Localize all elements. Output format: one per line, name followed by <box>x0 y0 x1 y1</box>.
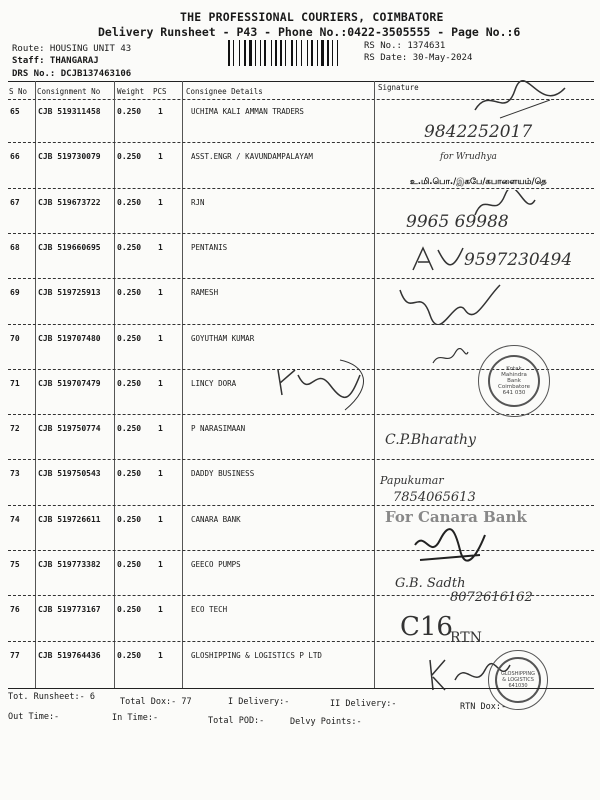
row-weight: 0.250 <box>117 424 142 434</box>
row-weight: 0.250 <box>117 650 142 660</box>
row-divider <box>8 142 594 143</box>
row-pcs: 1 <box>158 107 163 116</box>
row-pcs: 1 <box>158 424 163 434</box>
barcode-bar <box>334 40 336 66</box>
barcode-bar <box>271 40 272 66</box>
tot-runsheet: Tot. Runsheet:- 6 <box>8 692 95 702</box>
barcode-bar <box>298 40 300 66</box>
barcode-bar <box>294 40 295 66</box>
route-label: Route: HOUSING UNIT 43 <box>12 44 132 54</box>
barcode-bar <box>296 40 297 66</box>
consignment-number: CJB 519750774 <box>38 424 101 434</box>
row-weight: 0.250 <box>117 242 142 252</box>
table-row <box>0 462 600 507</box>
signature-scribble <box>270 355 380 415</box>
consignee-name: CANARA BANK <box>191 514 241 524</box>
consignee-name: GLOSHIPPING & LOGISTICS P LTD <box>191 650 322 660</box>
col-pcs: PCS <box>153 87 167 96</box>
signature-scribble <box>395 280 505 325</box>
barcode-bar <box>255 40 256 66</box>
consignee-name: RAMESH <box>191 288 219 298</box>
consignee-name: ASST.ENGR / KAVUNDAMPALAYAM <box>191 152 313 162</box>
barcode-bar <box>303 40 306 66</box>
barcode-bar <box>311 40 313 66</box>
row-sno: 76 <box>10 605 20 615</box>
barcode-bar <box>231 40 232 66</box>
barcode-bar <box>241 40 243 66</box>
barcode-bar <box>287 40 290 66</box>
handwritten-name: Papukumar <box>380 474 444 487</box>
consignment-number: CJB 519707479 <box>38 378 101 388</box>
table-row <box>0 417 600 462</box>
row-weight: 0.250 <box>117 514 142 524</box>
table-row <box>0 598 600 643</box>
row-sno: 69 <box>10 288 20 298</box>
handwritten-phone: 9965 69988 <box>406 212 509 232</box>
company-title: THE PROFESSIONAL COURIERS, COIMBATORE <box>180 10 444 24</box>
barcode-bar <box>325 40 326 66</box>
row-pcs: 1 <box>158 605 163 615</box>
barcode-bar <box>273 40 274 66</box>
row-sno: 70 <box>10 333 20 343</box>
handwritten-signature: G.B. Sadth <box>395 576 466 591</box>
total-dox: Total Dox:- 77 <box>120 697 192 707</box>
tamil-stamp: உ.மி.பொ./இகபே/கபாளையம்/தெ <box>410 177 547 187</box>
barcode-bar <box>285 40 286 66</box>
logistics-stamp: GLOSHIPPING & LOGISTICS 641030 <box>495 657 541 703</box>
staff-label: Staff: THANGARAJ <box>12 56 99 66</box>
row-weight: 0.250 <box>117 605 142 615</box>
row-weight: 0.250 <box>117 288 142 298</box>
row-pcs: 1 <box>158 514 163 524</box>
handwritten-signature: C16 <box>400 612 453 642</box>
signature-scribble <box>410 525 490 565</box>
col-weight: Weight <box>117 87 145 96</box>
row-pcs: 1 <box>158 378 163 388</box>
barcode-bar <box>249 40 252 66</box>
table-row <box>0 281 600 326</box>
row-weight: 0.250 <box>117 560 142 569</box>
barcode-bar <box>278 40 279 66</box>
row-weight: 0.250 <box>117 107 142 116</box>
row-sno: 67 <box>10 197 20 207</box>
handwritten-phone: 7854065613 <box>393 490 476 505</box>
barcode <box>228 40 358 66</box>
row-pcs: 1 <box>158 333 163 343</box>
row-divider <box>8 459 594 460</box>
consignee-name: GEECO PUMPS <box>191 560 241 569</box>
row-weight: 0.250 <box>117 152 142 162</box>
drs-number: DRS No.: DCJB137463106 <box>12 69 132 79</box>
row-sno: 71 <box>10 378 20 388</box>
total-pod: Total POD:- <box>208 716 265 726</box>
consignment-number: CJB 519707480 <box>38 333 101 343</box>
row-divider <box>8 641 594 642</box>
barcode-bar <box>330 40 331 66</box>
row-pcs: 1 <box>158 242 163 252</box>
barcode-bar <box>291 40 293 66</box>
row-weight: 0.250 <box>117 469 142 479</box>
barcode-bar <box>239 40 240 66</box>
col-consignee: Consignee Details <box>186 87 263 96</box>
barcode-bar <box>233 40 234 66</box>
consignee-name: PENTANIS <box>191 242 228 252</box>
table-bottom-rule <box>8 688 594 689</box>
row-sno: 66 <box>10 152 20 162</box>
barcode-bar <box>317 40 318 66</box>
consignment-number: CJB 519730079 <box>38 152 101 162</box>
row-pcs: 1 <box>158 560 163 569</box>
row-pcs: 1 <box>158 152 163 162</box>
barcode-bar <box>321 40 324 66</box>
barcode-bar <box>257 40 259 66</box>
i-delivery: I Delivery:- <box>228 697 290 707</box>
consignee-name: RJN <box>191 197 205 207</box>
row-divider <box>8 550 594 551</box>
runsheet-title: Delivery Runsheet - P43 - Phone No.:0422-3505555 - Page No.:6 <box>98 25 521 39</box>
in-time: In Time:- <box>112 713 159 723</box>
barcode-bar <box>244 40 246 66</box>
barcode-bar <box>314 40 316 66</box>
row-sno: 68 <box>10 242 20 252</box>
row-pcs: 1 <box>158 650 163 660</box>
col-consignment: Consignment No <box>37 87 101 96</box>
barcode-bar <box>247 40 248 66</box>
row-weight: 0.250 <box>117 197 142 207</box>
barcode-bar <box>280 40 282 66</box>
consignment-number: CJB 519764436 <box>38 650 101 660</box>
consignment-number: CJB 519311458 <box>38 107 101 116</box>
row-sno: 65 <box>10 107 20 116</box>
row-sno: 72 <box>10 424 20 434</box>
barcode-bar <box>327 40 329 66</box>
consignment-number: CJB 519773167 <box>38 605 101 615</box>
row-divider <box>8 324 594 325</box>
consignee-name: LINCY DORA <box>191 378 237 388</box>
signature-scribble <box>470 80 570 125</box>
consignment-number: CJB 519750543 <box>38 469 101 479</box>
handwritten-rtn: RTN <box>450 630 482 646</box>
barcode-bar <box>275 40 277 66</box>
consignee-name: DADDY BUSINESS <box>191 469 255 479</box>
out-time: Out Time:- <box>8 712 60 722</box>
row-weight: 0.250 <box>117 378 142 388</box>
row-sno: 73 <box>10 469 20 479</box>
rs-date: RS Date: 30-May-2024 <box>364 53 473 63</box>
row-divider <box>8 278 594 279</box>
row-weight: 0.250 <box>117 333 142 343</box>
barcode-bar <box>301 40 302 66</box>
consignee-name: GOYUTHAM KUMAR <box>191 333 255 343</box>
barcode-bar <box>228 40 230 66</box>
consignment-number: CJB 519660695 <box>38 242 101 252</box>
barcode-bar <box>267 40 270 66</box>
delvy-points: Delvy Points:- <box>290 717 362 727</box>
canara-stamp: For Canara Bank <box>385 508 527 526</box>
signature-scribble <box>430 348 470 368</box>
barcode-bar <box>235 40 238 66</box>
consignee-name: ECO TECH <box>191 605 228 615</box>
row-sno: 74 <box>10 514 20 524</box>
row-pcs: 1 <box>158 288 163 298</box>
col-sno: S No <box>9 87 28 96</box>
row-pcs: 1 <box>158 469 163 479</box>
row-sno: 75 <box>10 560 20 569</box>
consignment-number: CJB 519773382 <box>38 560 101 569</box>
barcode-bar <box>283 40 284 66</box>
handwritten-phone: 8072616162 <box>450 590 533 605</box>
ii-delivery: II Delivery:- <box>330 699 397 709</box>
handwritten-signature: C.P.Bharathy <box>385 432 476 448</box>
handwritten-phone: 9597230494 <box>464 250 573 270</box>
barcode-bar <box>307 40 308 66</box>
barcode-bar <box>253 40 254 66</box>
consignee-name: P NARASIMAAN <box>191 424 246 434</box>
handwritten-note: for Wrudhya <box>440 152 497 162</box>
consignment-number: CJB 519725913 <box>38 288 101 298</box>
barcode-bar <box>264 40 266 66</box>
barcode-bar <box>339 40 341 66</box>
row-sno: 77 <box>10 650 20 660</box>
col-signature: Signature <box>378 83 419 92</box>
consignment-number: CJB 519726611 <box>38 514 101 524</box>
row-pcs: 1 <box>158 197 163 207</box>
consignee-name: UCHIMA KALI AMMAN TRADERS <box>191 107 304 116</box>
barcode-bar <box>262 40 263 66</box>
row-divider <box>8 505 594 506</box>
barcode-bar <box>260 40 261 66</box>
rs-number: RS No.: 1374631 <box>364 41 446 51</box>
barcode-bar <box>332 40 333 66</box>
barcode-bar <box>309 40 310 66</box>
row-divider <box>8 233 594 234</box>
barcode-bar <box>337 40 338 66</box>
bank-stamp: Kotak Mahindra Bank Coimbatore 641 030 <box>488 355 540 407</box>
consignment-number: CJB 519673722 <box>38 197 101 207</box>
handwritten-phone: 9842252017 <box>424 122 533 142</box>
rtn-dox: RTN Dox:- <box>460 702 507 712</box>
barcode-bar <box>319 40 320 66</box>
